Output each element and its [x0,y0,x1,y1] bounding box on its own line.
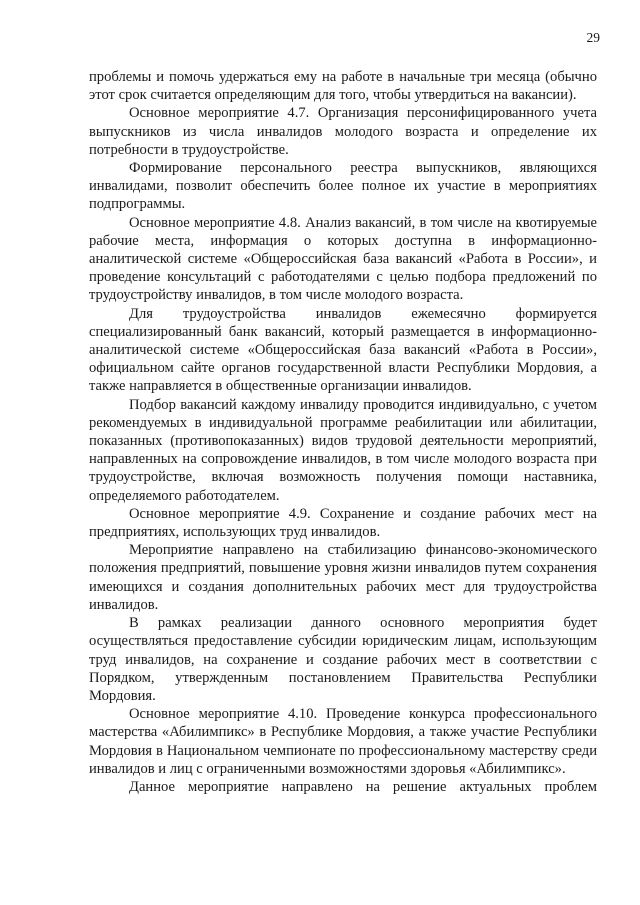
paragraph: Мероприятие направлено на стабилизацию финансово-экономического положения предприятий, повышение уровня жизни инвалидов путем сохранения имеющихся и создания дополнительных рабочих мест для трудоустройства инвалидов. [89,542,597,613]
paragraph: проблемы и помочь удержаться ему на работе в начальные три месяца (обычно этот срок считается определяющим для того, чтобы утвердиться на вакансии). [89,69,597,104]
paragraph: Основное мероприятие 4.8. Анализ вакансий, в том числе на квотируемые рабочие места, информация о которых доступна в информационно-аналитической системе «Общероссийская база вакансий «Работа в России», и проведение консультаций с работодателями с целью подбора предложений по трудоустройству инвалидов, в том числе молодого возраста. [89,214,597,304]
paragraph: Для трудоустройства инвалидов ежемесячно формируется специализированный банк вакансий, который размещается в информационно-аналитической системе «Общероссийская база вакансий «Работа в России», официальном сайте органов государственной власти Республики Мордовия, а также направляется в общественные организации инвалидов. [89,305,597,395]
paragraph: В рамках реализации данного основного мероприятия будет осуществляться предоставление субсидии юридическим лицам, использующим труд инвалидов, на сохранение и создание рабочих мест в соответствии с Порядком, утвержденным постановлением Правительства Республики Мордовия. [89,615,597,704]
page-number: 29 [586,30,600,45]
paragraph: Подбор вакансий каждому инвалиду проводится индивидуально, с учетом рекомендуемых в индивидуальной программе реабилитации или абилитации, показанных (противопоказанных) видов трудовой деятельности мероприятий, направленных на сопровождение инвалидов, в том числе молодого возраста при трудоустройстве, включая возможность получения помощи наставника, определяемого работодателем. [89,396,597,504]
paragraph: Формирование персонального реестра выпускников, являющихся инвалидами, позволит обеспечить более полное их участие в мероприятиях подпрограммы. [89,160,597,213]
paragraph: Данное мероприятие направлено на решение актуальных проблем [129,778,597,795]
paragraph: Основное мероприятие 4.7. Организация персонифицированного учета выпускников из числа инвалидов молодого возраста и определение их потребности в трудоустройстве. [89,105,597,158]
paragraph: Основное мероприятие 4.9. Сохранение и создание рабочих мест на предприятиях, использующих труд инвалидов. [89,505,597,541]
body-text [89,68,597,796]
paragraph: Основное мероприятие 4.10. Проведение конкурса профессионального мастерства «Абилимпикс» в Республике Мордовия, а также участие Республики Мордовия в Национальном чемпионате по профессиональному мастерству среди инвалидов и лиц с ограниченными возможностями здоровья «Абилимпикс». [89,706,597,777]
